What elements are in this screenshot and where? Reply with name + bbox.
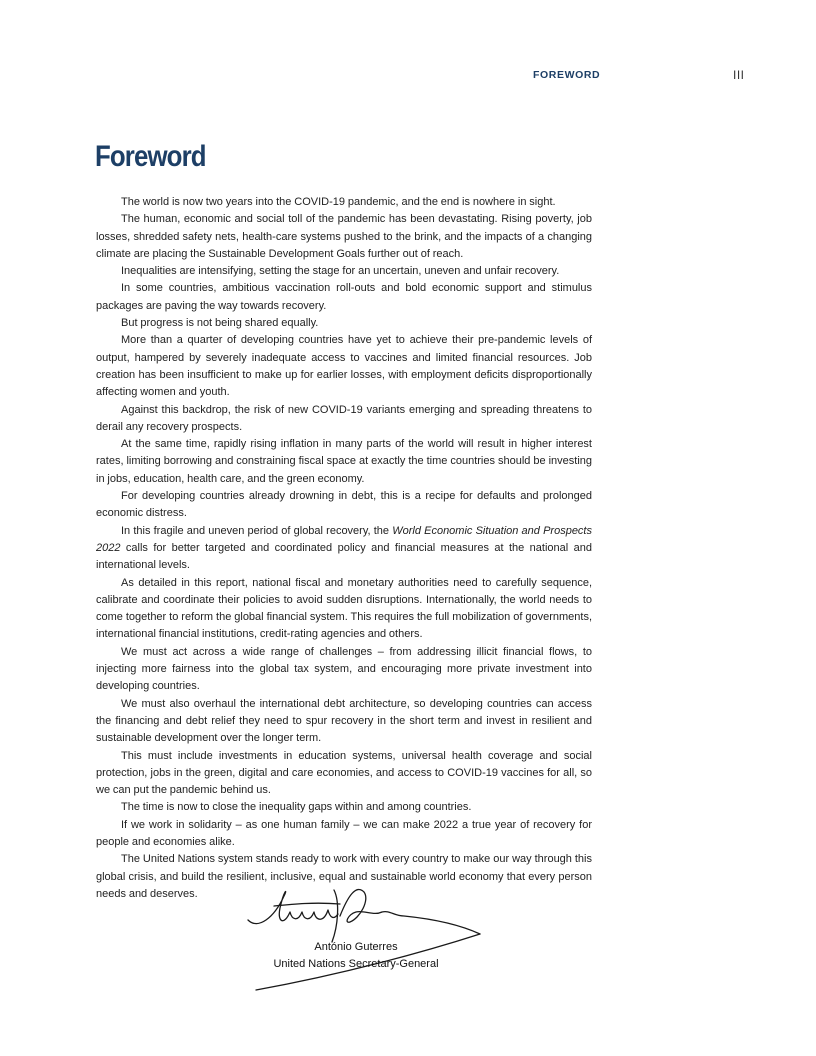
page-title: Foreword xyxy=(95,140,206,173)
page-number: III xyxy=(733,68,745,82)
paragraph-report xyxy=(96,523,592,575)
paragraph: More than a quarter of developing countries have yet to achieve their pre-pandemic levels of output, hampered by severely inadequate access to vaccines and limited financial resources. Job creation has been insufficient to make up for earlier losses, with employment deficits disproportionally affecting women and youth. xyxy=(96,334,592,399)
paragraph: Against this backdrop, the risk of new COVID-19 variants emerging and spreading threatens to derail any recovery prospects. xyxy=(96,403,592,433)
paragraph: At the same time, rapidly rising inflation in many parts of the world will result in higher interest rates, limiting borrowing and constraining fiscal space at exactly the time countries should be investing in jobs, education, health care, and the green economy. xyxy=(96,438,592,485)
paragraph: The world is now two years into the COVID-19 pandemic, and the end is nowhere in sight. xyxy=(121,196,556,208)
paragraph: This must include investments in education systems, universal health coverage and social protection, jobs in the green, digital and care economies, and access to COVID-19 vaccines for all, so we can put the pandemic behind us. xyxy=(96,749,592,797)
signer-name: António Guterres xyxy=(314,941,398,953)
paragraph: We must also overhaul the international debt architecture, so developing countries can access the financing and debt relief they need to spur recovery in the short term and invest in resilient and sustainable development over the longer term. xyxy=(96,697,592,745)
running-head: FOREWORD xyxy=(533,69,601,81)
report-text-before: In this fragile and uneven period of global recovery, the xyxy=(121,524,393,537)
paragraph: The time is now to close the inequality gaps within and among countries. xyxy=(121,801,472,814)
paragraph: We must act across a wide range of challenges – from addressing illicit financial flows, to injecting more fairness into the global tax system, and encouraging more private investment into developing countries. xyxy=(96,645,592,693)
paragraph: If we work in solidarity – as one human family – we can make 2022 a true year of recovery for people and economies alike. xyxy=(96,818,592,848)
report-title: World Economic Situation and Prospects 2022 xyxy=(96,524,592,554)
paragraph: The United Nations system stands ready to work with every country to make our way through this global crisis, and build the resilient, inclusive, equal and sustainable world economy that every person needs and deserves. xyxy=(96,853,592,900)
foreword-body xyxy=(96,194,592,903)
report-text-after: calls for better targeted and coordinated policy and financial measures at the national and international levels. xyxy=(96,541,592,572)
paragraph: In some countries, ambitious vaccination roll-outs and bold economic support and stimulus packages are paving the way towards recovery. xyxy=(96,282,592,312)
handwritten-signature xyxy=(244,882,484,992)
paragraph: Inequalities are intensifying, setting the stage for an uncertain, uneven and unfair recovery. xyxy=(121,265,560,278)
paragraph: As detailed in this report, national fiscal and monetary authorities need to carefully sequence, calibrate and coordinate their policies to avoid sudden disruptions. Internationally, the world needs to come together to reform the global financial system. This requires the full mobilization of governments, international financial institutions, credit-rating agencies and others. xyxy=(96,576,592,641)
paragraph: The human, economic and social toll of the pandemic has been devastating. Rising poverty, job losses, shredded safety nets, health-care systems pushed to the brink, and the impacts of a changing climate are placing the Sustainable Development Goals further out of reach. xyxy=(96,213,592,260)
paragraph: For developing countries already drowning in debt, this is a recipe for defaults and prolonged economic distress. xyxy=(96,490,592,520)
signer-title: United Nations Secretary-General xyxy=(273,958,439,970)
paragraph: But progress is not being shared equally. xyxy=(121,317,319,330)
